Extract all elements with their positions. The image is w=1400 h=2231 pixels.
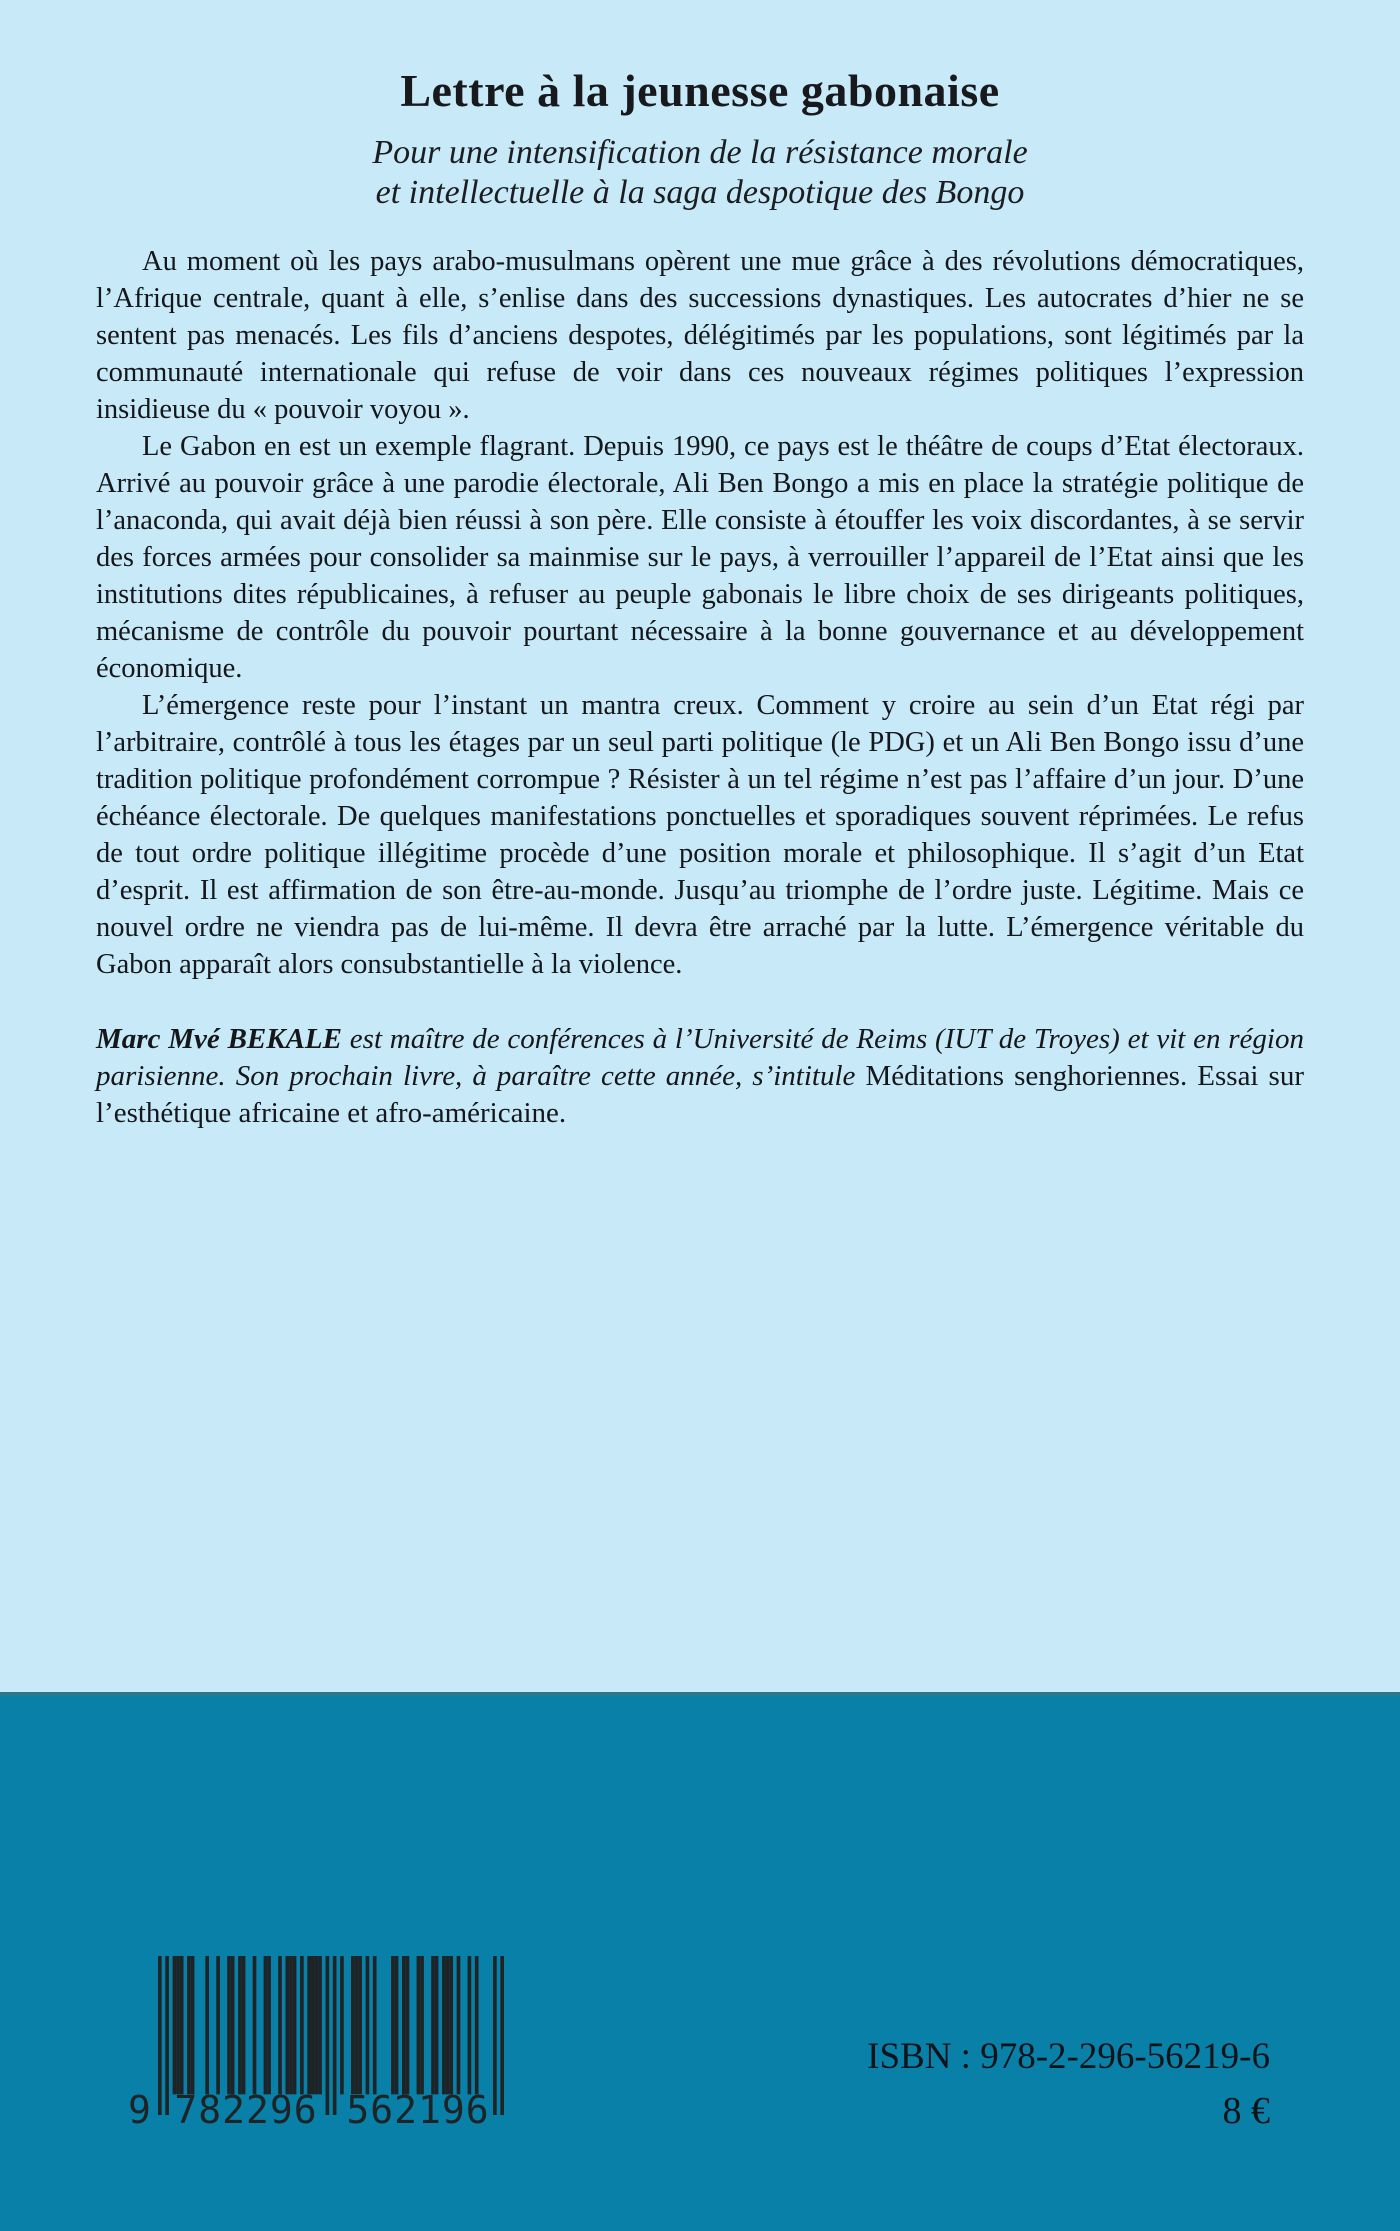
author-bio <box>96 1021 1304 1132</box>
isbn-text: ISBN : 978-2-296-56219-6 <box>867 2036 1270 2077</box>
barcode-digits <box>126 2088 518 2132</box>
author-name: Marc Mvé BEKALE <box>96 1023 342 1055</box>
barcode <box>126 1956 518 2132</box>
teal-panel <box>0 1696 1400 2231</box>
barcode-digits-left: 782296 <box>174 2088 318 2132</box>
synopsis-paragraph: Au moment où les pays arabo-musulmans opèrent une mue grâce à des révolutions démocratiques, l’Afrique centrale, quant à elle, s’enlise dans des successions dynastiques. Les autocrates d’hier ne se sentent pas menacés. Les fils d’anciens despotes, délégitimés par les populations, sont légitimés par la communauté internationale qui refuse de voir dans ces nouveaux régimes politiques l’expression insidieuse du « pouvoir voyou ». <box>96 246 1304 425</box>
bio-book-title: Méditations senghoriennes. Essai sur l’esthétique africaine et afro-américaine. <box>96 1060 1304 1129</box>
bio-italic-text: est maître de conférences à l’Université de Reims (IUT de Troyes) et vit en région parisienne. Son prochain livre, à paraître cette année, s’intitule <box>96 1023 1304 1092</box>
synopsis-paragraph: L’émergence reste pour l’instant un mantra creux. Comment y croire au sein d’un Etat régi par l’arbitraire, contrôlé à tous les étages par un seul parti politique (le PDG) et un Ali Ben Bongo issu d’une tradition politique profondément corrompue ? Résister à un tel régime n’est pas l’affaire d’un jour. D’une échéance électorale. De quelques manifestations ponctuelles et sporadiques souvent réprimées. Le refus de tout ordre politique illégitime procède d’une position morale et philosophique. Il s’agit d’un Etat d’esprit. Il est affirmation de son être-au-monde. Jusqu’au triomphe de l’ordre juste. Légitime. Mais ce nouvel ordre ne viendra pas de lui-même. Il devra être arraché par la lutte. L’émergence véritable du Gabon apparaît alors consubstantielle à la violence. <box>96 690 1304 980</box>
subtitle-line-2: et intellectuelle à la saga despotique des Bongo <box>375 174 1025 211</box>
book-subtitle <box>60 133 1340 213</box>
barcode-digit-first: 9 <box>128 2088 151 2132</box>
synopsis-paragraph: Le Gabon en est un exemple flagrant. Depuis 1990, ce pays est le théâtre de coups d’Etat électoraux. Arrivé au pouvoir grâce à une parodie électorale, Ali Ben Bongo a mis en place la stratégie politique de l’anaconda, qui avait déjà bien réussi à son père. Elle consiste à étouffer les voix discordantes, à se servir des forces armées pour consolider sa mainmise sur le pays, à verrouiller l’appareil de l’Etat ainsi que les institutions dites républicaines, à refuser au peuple gabonais le libre choix de ses dirigeants politiques, mécanisme de contrôle du pouvoir pourtant nécessaire à la bonne gouvernance et au développement économique. <box>96 431 1304 684</box>
subtitle-line-1: Pour une intensification de la résistance morale <box>372 134 1028 171</box>
book-title: Lettre à la jeunesse gabonaise <box>400 65 1000 116</box>
price-text: 8 € <box>1222 2090 1270 2132</box>
isbn-price-block <box>867 2036 1270 2132</box>
synopsis <box>96 243 1304 983</box>
barcode-digits-right: 562196 <box>346 2088 490 2132</box>
